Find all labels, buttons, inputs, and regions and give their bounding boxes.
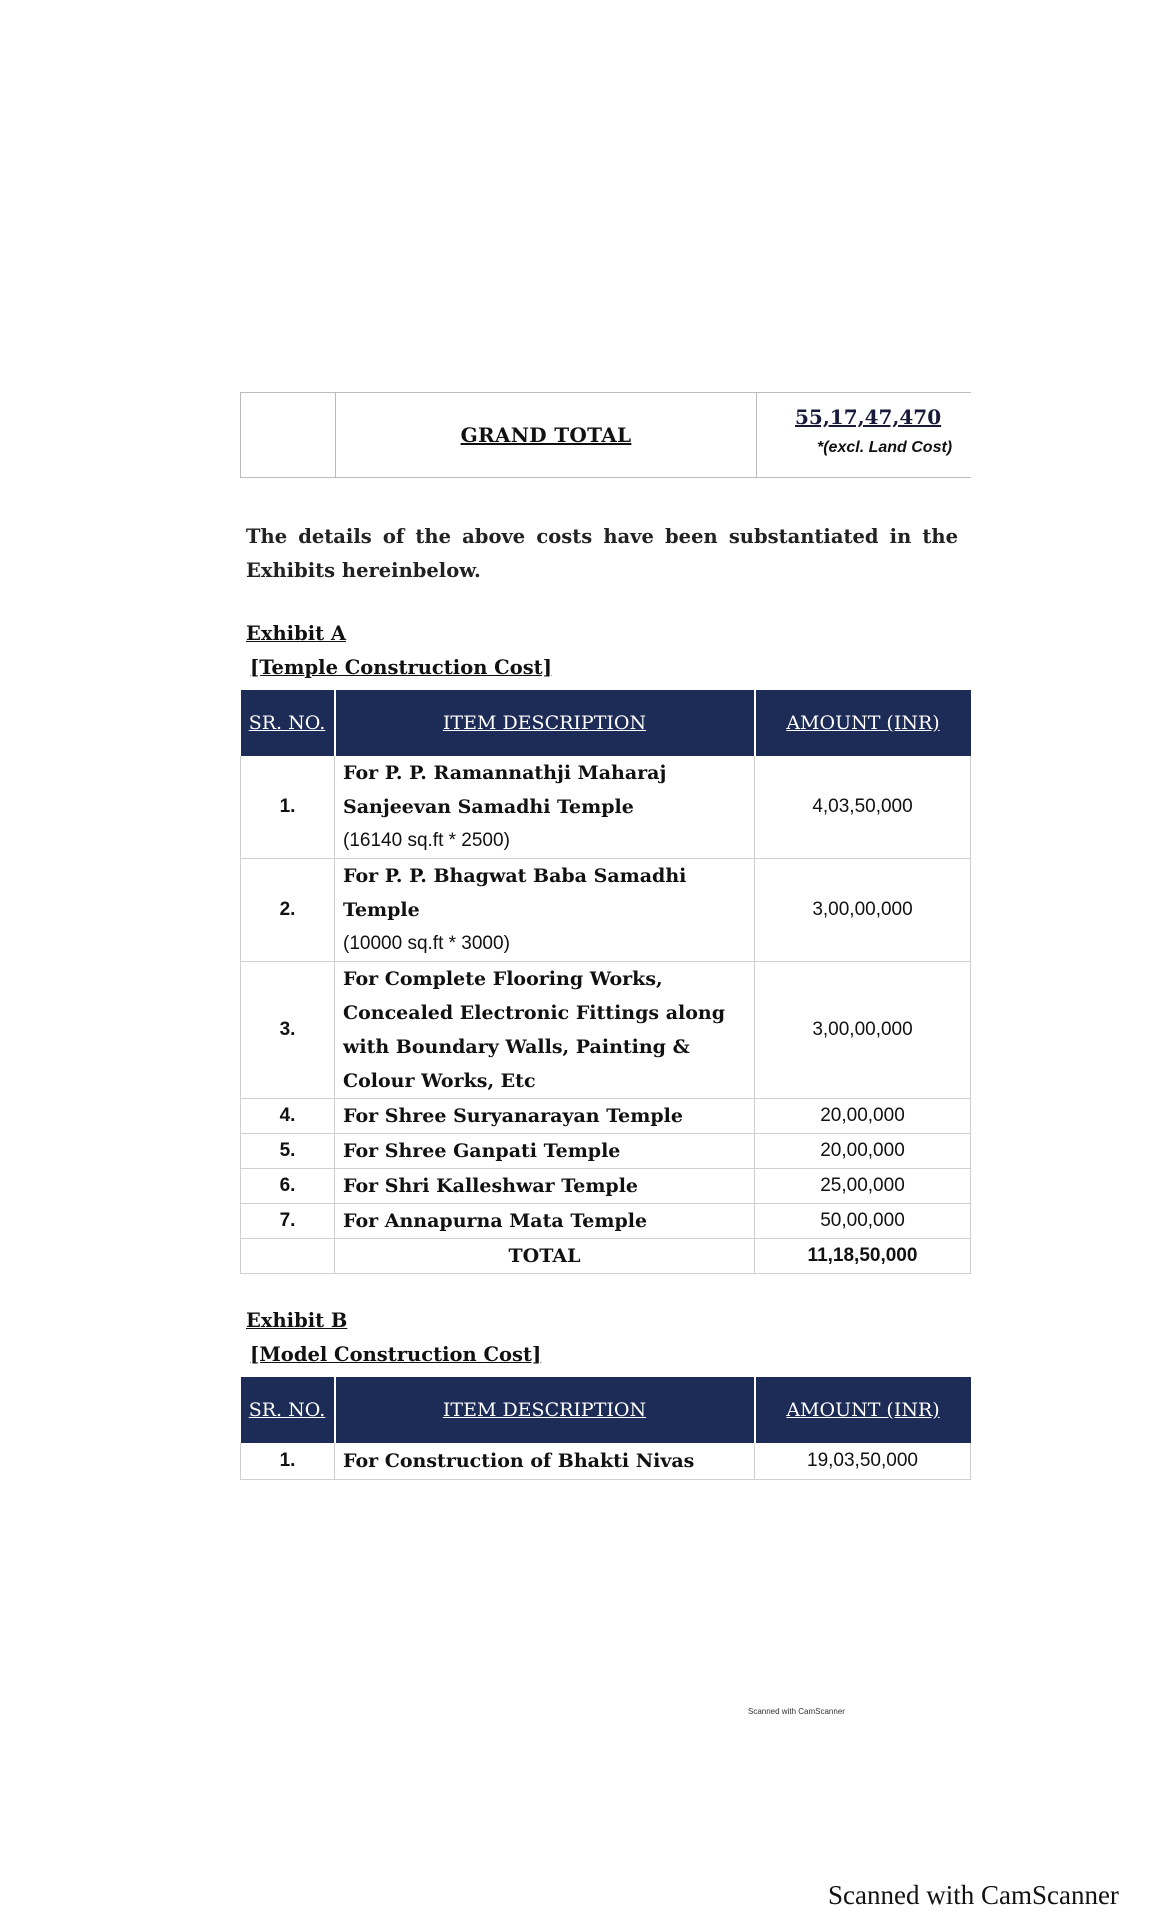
row-amount: 3,00,00,000 <box>755 859 971 962</box>
row-description <box>335 962 755 1099</box>
row-sr: 2. <box>241 859 335 962</box>
exhibit-a-header-row <box>241 690 971 756</box>
row-description <box>335 1443 755 1479</box>
row-sr: 1. <box>241 756 335 859</box>
row-amount: 20,00,000 <box>755 1134 971 1169</box>
exhibit-b-header-row <box>241 1377 971 1443</box>
header-sr-no: SR. NO. <box>241 690 335 756</box>
row-sr: 5. <box>241 1134 335 1169</box>
exhibit-b-title: Exhibit B <box>246 1309 348 1332</box>
row-sr: 3. <box>241 962 335 1099</box>
table-row <box>241 1169 971 1204</box>
header-item-description: ITEM DESCRIPTION <box>335 690 755 756</box>
grand-total-amount-cell <box>757 393 971 477</box>
row-amount: 25,00,000 <box>755 1169 971 1204</box>
row-amount: 4,03,50,000 <box>755 756 971 859</box>
intro-paragraph: The details of the above costs have been substantiated in the Exhibits hereinbelow. <box>246 525 958 582</box>
grand-total-label: GRAND TOTAL <box>336 393 757 477</box>
row-amount: 19,03,50,000 <box>755 1443 971 1479</box>
row-description-main: For P. P. Ramannathji Maharaj Sanjeevan Samadhi Temple <box>343 762 667 818</box>
row-description-main: For Shree Suryanarayan Temple <box>343 1105 683 1127</box>
row-sr: 6. <box>241 1169 335 1204</box>
total-label: TOTAL <box>335 1239 755 1274</box>
grand-total-blank-cell <box>241 393 336 477</box>
row-amount: 50,00,000 <box>755 1204 971 1239</box>
grand-total-note: *(excl. Land Cost) <box>817 439 953 456</box>
row-description-detail: (16140 sq.ft * 2500) <box>343 830 510 851</box>
row-description <box>335 756 755 859</box>
total-blank-cell <box>241 1239 335 1274</box>
table-row <box>241 1204 971 1239</box>
row-description <box>335 859 755 962</box>
total-row <box>241 1239 971 1274</box>
header-item-description: ITEM DESCRIPTION <box>335 1377 755 1443</box>
exhibit-a-title: Exhibit A <box>246 622 347 645</box>
scanner-watermark-small: Scanned with CamScanner <box>748 1707 845 1716</box>
header-sr-no: SR. NO. <box>241 1377 335 1443</box>
row-description-detail: (10000 sq.ft * 3000) <box>343 933 510 954</box>
row-sr: 4. <box>241 1099 335 1134</box>
table-row <box>241 1443 971 1479</box>
row-description <box>335 1134 755 1169</box>
header-amount: AMOUNT (INR) <box>755 1377 971 1443</box>
exhibit-a-table <box>240 690 971 1274</box>
table-row <box>241 859 971 962</box>
table-row <box>241 1134 971 1169</box>
total-amount: 11,18,50,000 <box>755 1239 971 1274</box>
row-description-main: For Complete Flooring Works, Concealed Electronic Fittings along with Boundary Walls, Painting & Colour Works, Etc <box>343 968 726 1092</box>
exhibit-b-table <box>240 1377 971 1480</box>
grand-total-value: 55,17,47,470 <box>795 405 942 429</box>
row-description <box>335 1169 755 1204</box>
header-amount: AMOUNT (INR) <box>755 690 971 756</box>
row-amount: 20,00,000 <box>755 1099 971 1134</box>
row-description-main: For P. P. Bhagwat Baba Samadhi Temple <box>343 865 687 921</box>
table-row <box>241 1099 971 1134</box>
row-sr: 1. <box>241 1443 335 1479</box>
row-sr: 7. <box>241 1204 335 1239</box>
table-row <box>241 756 971 859</box>
row-description-main: For Shri Kalleshwar Temple <box>343 1175 639 1197</box>
row-description <box>335 1099 755 1134</box>
row-amount: 3,00,00,000 <box>755 962 971 1099</box>
row-description-main: For Annapurna Mata Temple <box>343 1210 648 1232</box>
row-description-main: For Construction of Bhakti Nivas <box>343 1449 695 1472</box>
row-description-main: For Shree Ganpati Temple <box>343 1140 621 1162</box>
scanner-watermark-footer: Scanned with CamScanner <box>828 1880 1119 1910</box>
grand-total-row <box>240 392 971 478</box>
table-row <box>241 962 971 1099</box>
exhibit-b-subtitle: [Model Construction Cost] <box>250 1343 542 1366</box>
exhibit-a-subtitle: [Temple Construction Cost] <box>250 656 552 679</box>
row-description <box>335 1204 755 1239</box>
